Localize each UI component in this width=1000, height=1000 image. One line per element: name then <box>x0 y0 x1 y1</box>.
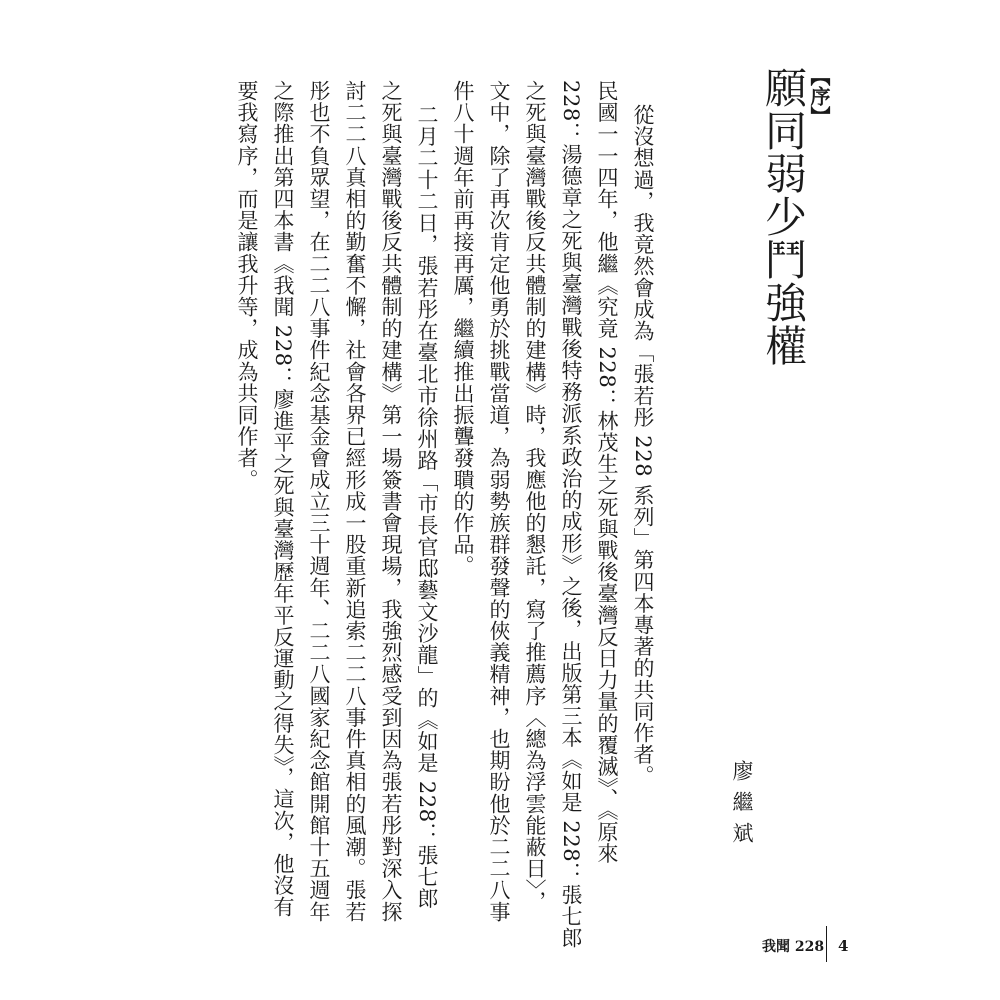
body-line: 二月二十二日，張若彤在臺北市徐州路「市長官邸藝文沙龍」的《如是 228：張七郎 <box>415 104 439 910</box>
section-label: 【序】 <box>807 66 831 126</box>
body-line: 民國一一四年，他繼《究竟 228：林茂生之死與戰後臺灣反日力量的覆滅》、《原來 <box>595 80 619 865</box>
footer-divider <box>826 926 827 962</box>
author-name: 廖繼斌 <box>730 760 754 853</box>
body-line: 228：湯德章之死與臺灣戰後特務派系政治的成形》之後，出版第三本《如是 228：張七郎 <box>559 80 583 949</box>
body-line: 討二二八真相的勤奮不懈，社會各界已經形成一股重新追索二二八事件真相的風潮。張若 <box>343 80 367 923</box>
body-line: 之死與臺灣戰後反共體制的建構》時，我應他的懇託，寫了推薦序〈總為浮雲能蔽日〉， <box>523 80 547 912</box>
body-line: 從沒想過，我竟然會成為「張若彤 228 系列」第四本專著的共同作者。 <box>631 104 655 787</box>
body-line: 件八十週年前再接再厲，繼續推出振聾發聵的作品。 <box>451 80 475 577</box>
page-number: 4 <box>838 937 849 955</box>
page-title: 願同弱少鬥強權 <box>759 66 808 367</box>
body-line: 之際推出第四本書《我聞 228：廖進平之死與臺灣歷年平反運動之得失》，這次，他沒有 <box>271 80 295 918</box>
body-line: 彤也不負眾望，在二二八事件紀念基金會成立三十週年、二二八國家紀念館開館十五週年 <box>307 80 331 923</box>
body-line: 之死與臺灣戰後反共體制的建構》第一場簽書會現場，我強烈感受到因為張若彤對深入探 <box>379 80 403 923</box>
body-line: 文中，除了再次肯定他勇於挑戰當道，為弱勢族群發聲的俠義精神，也期盼他於二二八事 <box>487 80 511 923</box>
body-line: 要我寫序，而是讓我升等，成為共同作者。 <box>235 80 259 491</box>
footer-book-title: 我聞 228 <box>762 939 825 955</box>
